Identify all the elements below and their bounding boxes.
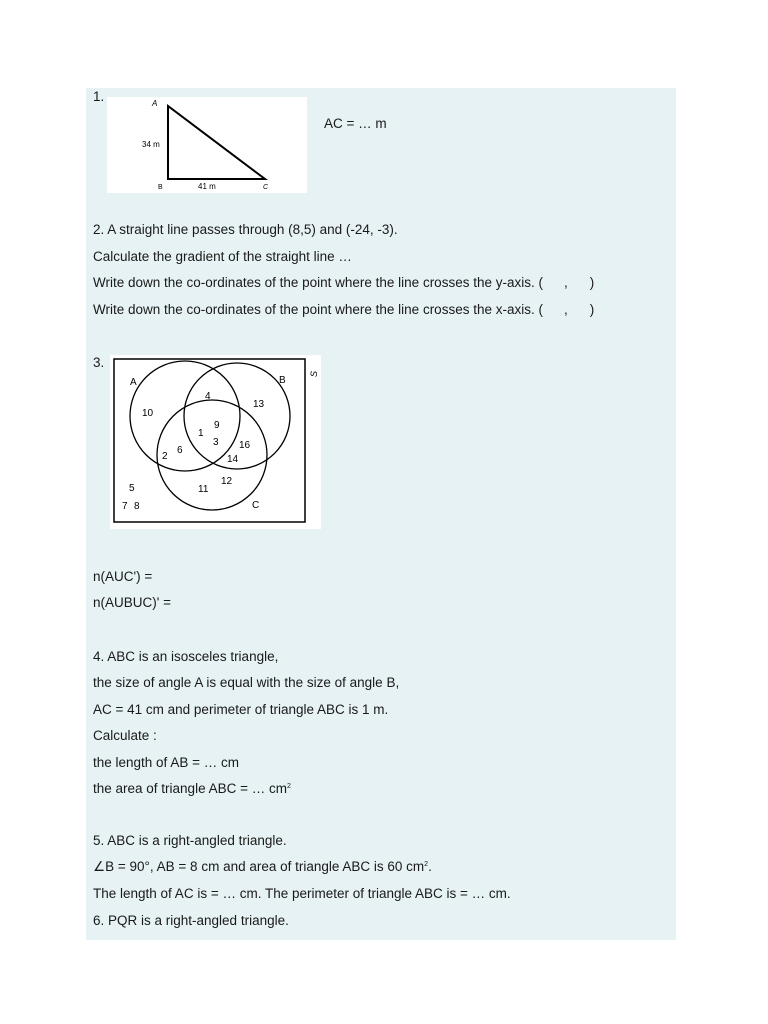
vertex-b-label: B [158, 184, 163, 191]
set-c-label: C [252, 500, 260, 511]
outside-value-3: 8 [134, 501, 140, 512]
outside-value-1: 5 [129, 483, 135, 494]
q4-line5: the length of AB = … cm [93, 755, 239, 770]
q1-number: 1. [93, 89, 105, 104]
region-a-only: 10 [142, 408, 154, 419]
q2-line3 [93, 275, 594, 291]
vertex-a-label: A [152, 99, 158, 108]
region-abc-left: 1 [198, 428, 204, 439]
q2-line4 [93, 302, 594, 318]
region-bc-upper: 16 [239, 440, 251, 451]
venn-diagram [110, 355, 321, 529]
q2-y-axis-question: Write down the co-ordinates of the point where the line crosses the y-axis. ( [93, 275, 543, 290]
q4-area-superscript: 2 [286, 783, 291, 790]
right-triangle-figure [107, 97, 307, 193]
q4-line2: the size of angle A is equal with the size of angle B, [93, 675, 400, 690]
triangle-diagram [107, 97, 307, 193]
q2-x-comma: , [563, 302, 568, 317]
region-ac-left: 2 [162, 451, 168, 462]
q5-line3: The length of AC is = … cm. The perimeter of triangle ABC is = … cm. [93, 886, 511, 901]
q2-x-close: ) [589, 302, 595, 317]
region-c-upper: 12 [221, 476, 233, 487]
circle-c [157, 400, 267, 510]
q3-answer1: n(AUC') = [93, 569, 153, 584]
q2-y-close: ) [589, 275, 595, 290]
q2-x-axis-question: Write down the co-ordinates of the point where the line crosses the x-axis. ( [93, 302, 543, 317]
q4-line3: AC = 41 cm and perimeter of triangle ABC is 1 m. [93, 702, 389, 717]
region-ab-only: 4 [205, 391, 211, 402]
outside-value-2: 7 [122, 501, 128, 512]
universal-set-label: S [309, 370, 319, 377]
q2-y-comma: , [563, 275, 568, 290]
venn-diagram-figure [110, 355, 321, 529]
q4-line6 [93, 781, 291, 797]
q6-line1: 6. PQR is a right-angled triangle. [93, 913, 289, 928]
triangle-shape [168, 106, 265, 179]
q4-line1: 4. ABC is an isosceles triangle, [93, 649, 279, 664]
q2-line1: 2. A straight line passes through (8,5) and (-24, -3). [93, 222, 398, 237]
side-ab-label: 34 m [142, 140, 160, 149]
q3-answer2: n(AUBUC)' = [93, 595, 171, 610]
q4-line4: Calculate : [93, 728, 157, 743]
q5-line1: 5. ABC is a right-angled triangle. [93, 833, 287, 848]
q5-area-superscript: 2 [424, 861, 429, 868]
q2-line2: Calculate the gradient of the straight line … [93, 249, 352, 264]
q4-area-text: the area of triangle ABC = … cm [93, 781, 287, 796]
set-b-label: B [279, 375, 286, 386]
region-abc-top: 9 [214, 420, 220, 431]
q5-line2 [93, 859, 432, 875]
universal-set-box [114, 359, 305, 522]
q5-given-text: ∠B = 90°, AB = 8 cm and area of triangle ABC is 60 cm [93, 859, 425, 874]
region-bc-lower: 14 [227, 454, 239, 465]
region-abc-center: 3 [213, 437, 219, 448]
region-ac-right: 6 [177, 445, 183, 456]
region-c-lower: 11 [198, 484, 209, 495]
vertex-c-label: C [263, 184, 269, 191]
q1-answer: AC = … m [324, 116, 387, 131]
q3-number: 3. [93, 355, 105, 370]
region-b-only: 13 [253, 399, 265, 410]
set-a-label: A [130, 377, 137, 388]
side-bc-label: 41 m [198, 182, 216, 191]
q5-given-end: . [428, 859, 432, 874]
